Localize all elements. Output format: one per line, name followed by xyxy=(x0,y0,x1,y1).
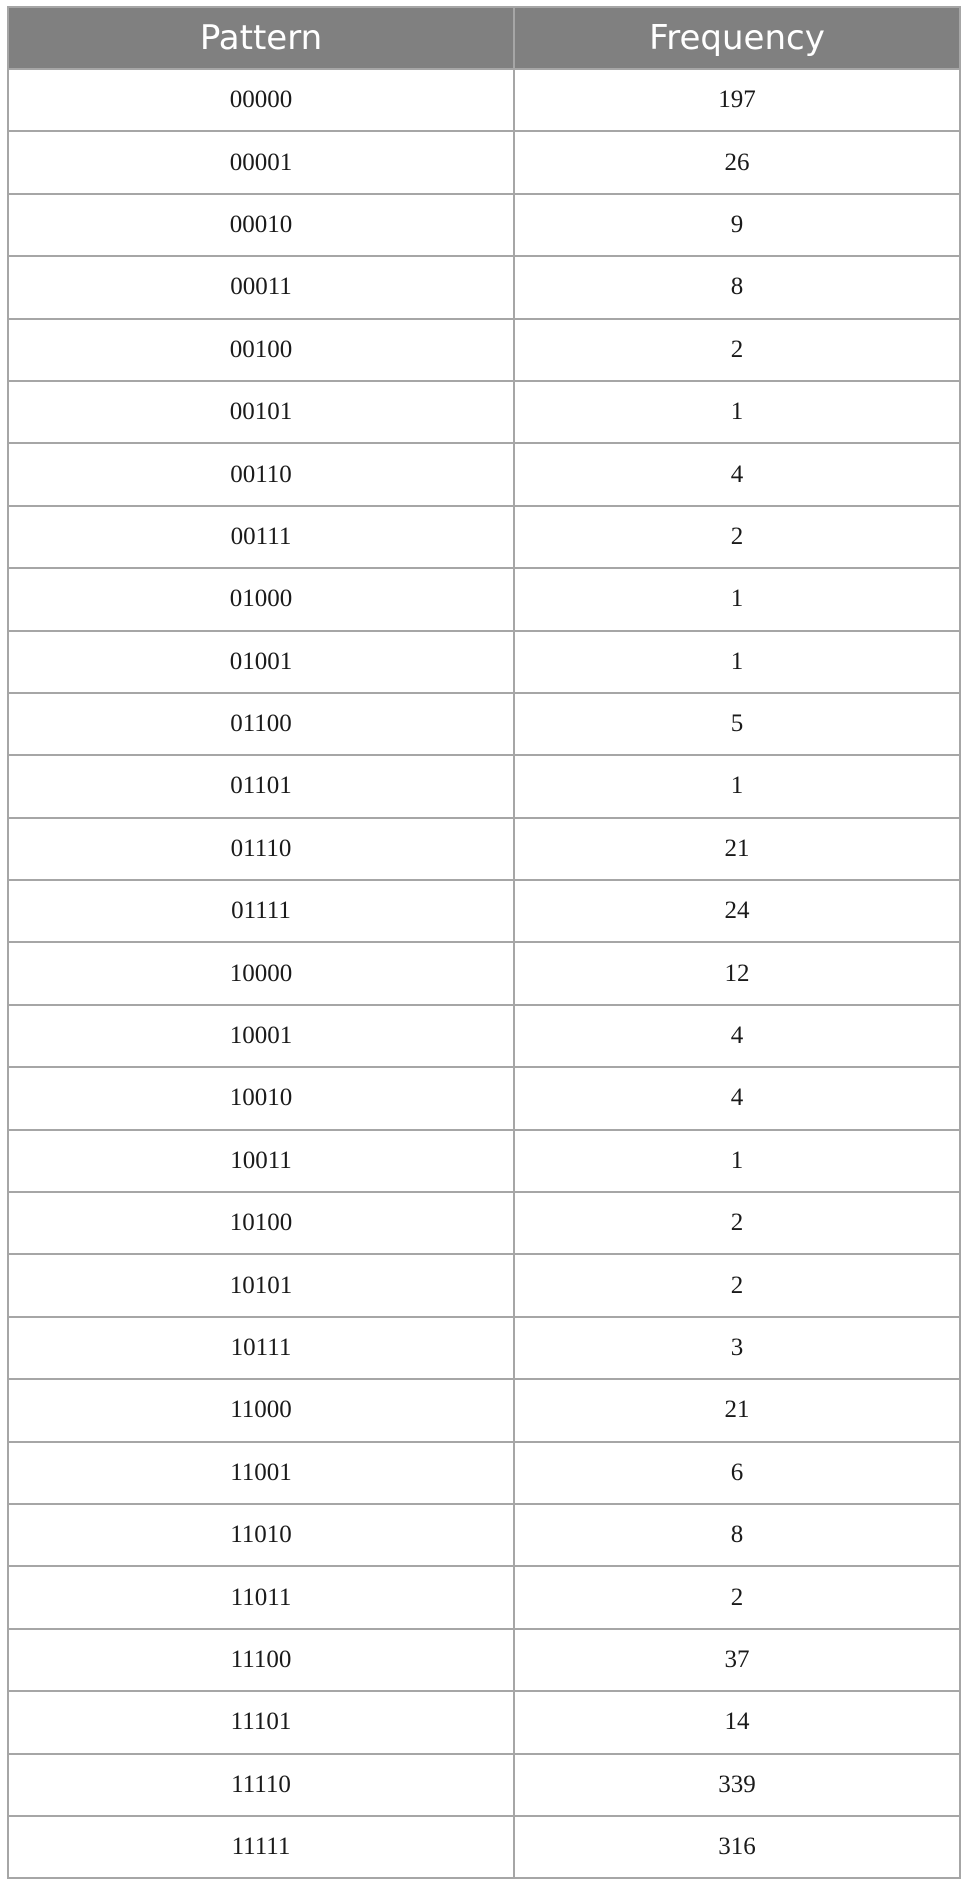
pattern-cell: 11001 xyxy=(8,1442,514,1504)
pattern-cell: 11100 xyxy=(8,1629,514,1691)
table-row xyxy=(8,194,960,256)
table-row xyxy=(8,443,960,505)
pattern-cell: 01100 xyxy=(8,693,514,755)
table-row xyxy=(8,1130,960,1192)
pattern-cell: 00011 xyxy=(8,256,514,318)
table-row xyxy=(8,942,960,1004)
pattern-cell: 01000 xyxy=(8,568,514,630)
pattern-cell: 10111 xyxy=(8,1317,514,1379)
frequency-cell: 8 xyxy=(514,256,960,318)
table-row xyxy=(8,131,960,193)
table-row xyxy=(8,1317,960,1379)
table-row xyxy=(8,319,960,381)
frequency-cell: 4 xyxy=(514,1005,960,1067)
frequency-cell: 26 xyxy=(514,131,960,193)
pattern-cell: 00100 xyxy=(8,319,514,381)
header-pattern: Pattern xyxy=(8,7,514,69)
pattern-cell: 00001 xyxy=(8,131,514,193)
pattern-cell: 00101 xyxy=(8,381,514,443)
table-row xyxy=(8,1192,960,1254)
frequency-cell: 1 xyxy=(514,631,960,693)
frequency-cell: 6 xyxy=(514,1442,960,1504)
table-row xyxy=(8,256,960,318)
frequency-cell: 24 xyxy=(514,880,960,942)
frequency-cell: 2 xyxy=(514,1254,960,1316)
frequency-cell: 197 xyxy=(514,69,960,131)
table-row xyxy=(8,69,960,131)
frequency-cell: 316 xyxy=(514,1816,960,1878)
pattern-cell: 01110 xyxy=(8,818,514,880)
table-row xyxy=(8,1254,960,1316)
frequency-cell: 3 xyxy=(514,1317,960,1379)
pattern-cell: 00110 xyxy=(8,443,514,505)
frequency-cell: 1 xyxy=(514,1130,960,1192)
pattern-cell: 11010 xyxy=(8,1504,514,1566)
pattern-cell: 11000 xyxy=(8,1379,514,1441)
pattern-cell: 00000 xyxy=(8,69,514,131)
table-body xyxy=(8,69,960,1878)
pattern-frequency-table xyxy=(7,6,961,1879)
frequency-cell: 21 xyxy=(514,818,960,880)
table-row xyxy=(8,1629,960,1691)
frequency-cell: 1 xyxy=(514,568,960,630)
pattern-cell: 10011 xyxy=(8,1130,514,1192)
table-row xyxy=(8,1067,960,1129)
pattern-cell: 00010 xyxy=(8,194,514,256)
frequency-cell: 5 xyxy=(514,693,960,755)
table-row xyxy=(8,631,960,693)
pattern-cell: 01111 xyxy=(8,880,514,942)
frequency-cell: 1 xyxy=(514,381,960,443)
pattern-cell: 11101 xyxy=(8,1691,514,1753)
table-row xyxy=(8,1442,960,1504)
pattern-cell: 11110 xyxy=(8,1754,514,1816)
table-row xyxy=(8,381,960,443)
pattern-cell: 10101 xyxy=(8,1254,514,1316)
frequency-cell: 12 xyxy=(514,942,960,1004)
frequency-cell: 9 xyxy=(514,194,960,256)
frequency-cell: 4 xyxy=(514,1067,960,1129)
pattern-cell: 10010 xyxy=(8,1067,514,1129)
pattern-cell: 11111 xyxy=(8,1816,514,1878)
header-frequency: Frequency xyxy=(514,7,960,69)
table-row xyxy=(8,1754,960,1816)
table-row xyxy=(8,1566,960,1628)
pattern-cell: 10000 xyxy=(8,942,514,1004)
frequency-cell: 2 xyxy=(514,506,960,568)
pattern-cell: 10100 xyxy=(8,1192,514,1254)
pattern-cell: 01101 xyxy=(8,755,514,817)
table-row xyxy=(8,693,960,755)
table-row xyxy=(8,1816,960,1878)
frequency-cell: 2 xyxy=(514,1192,960,1254)
frequency-cell: 4 xyxy=(514,443,960,505)
table-row xyxy=(8,880,960,942)
pattern-cell: 00111 xyxy=(8,506,514,568)
frequency-cell: 37 xyxy=(514,1629,960,1691)
pattern-cell: 01001 xyxy=(8,631,514,693)
frequency-cell: 14 xyxy=(514,1691,960,1753)
table-row xyxy=(8,506,960,568)
frequency-cell: 339 xyxy=(514,1754,960,1816)
frequency-cell: 21 xyxy=(514,1379,960,1441)
table-row xyxy=(8,568,960,630)
table-row xyxy=(8,818,960,880)
table-header xyxy=(8,7,960,69)
pattern-cell: 11011 xyxy=(8,1566,514,1628)
table-row xyxy=(8,1691,960,1753)
table-row xyxy=(8,1379,960,1441)
frequency-cell: 2 xyxy=(514,1566,960,1628)
table-row xyxy=(8,1504,960,1566)
frequency-cell: 2 xyxy=(514,319,960,381)
table-row xyxy=(8,755,960,817)
pattern-cell: 10001 xyxy=(8,1005,514,1067)
frequency-cell: 1 xyxy=(514,755,960,817)
header-row xyxy=(8,7,960,69)
frequency-table-container xyxy=(7,6,959,1879)
table-row xyxy=(8,1005,960,1067)
frequency-cell: 8 xyxy=(514,1504,960,1566)
